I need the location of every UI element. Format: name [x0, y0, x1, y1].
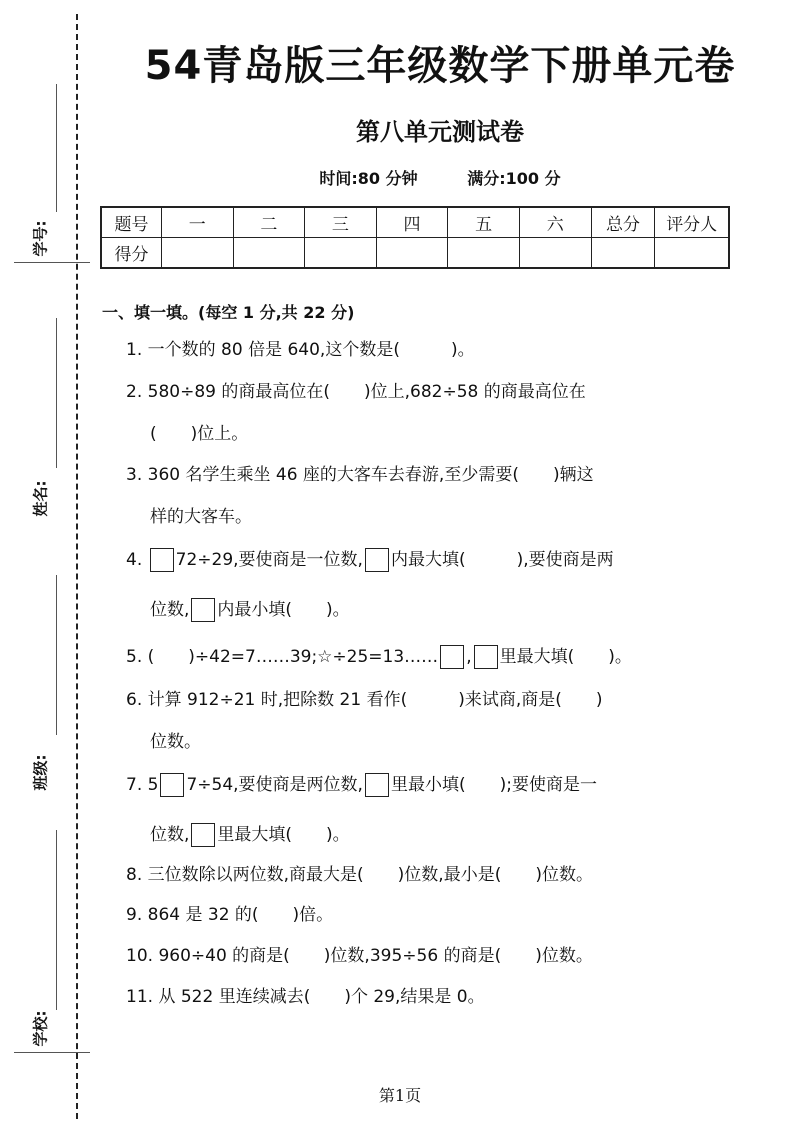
question-text: 9. 864 是 32 的( )倍。: [126, 905, 334, 925]
class-label: 班级:: [31, 754, 50, 791]
score-cell[interactable]: [448, 238, 520, 269]
score-cell[interactable]: [591, 238, 655, 269]
question-3: [126, 465, 736, 527]
main-title: 54青岛版三年级数学下册单元卷: [144, 43, 736, 89]
question-text: 位数,: [150, 825, 190, 845]
score-cell[interactable]: [655, 238, 729, 269]
score-table-score-row: [101, 238, 729, 269]
question-text: 7÷54,要使商是两位数,: [186, 775, 363, 795]
question-text-continued: ( )位上。: [150, 424, 249, 444]
question-1: [126, 340, 736, 360]
binding-strip: [0, 0, 90, 1130]
question-text: 里最大填( )。: [499, 647, 632, 667]
section-1-title: 一、填一填。(每空 1 分,共 22 分): [102, 303, 355, 322]
question-8: [126, 865, 736, 885]
divider-line: [14, 262, 90, 263]
question-text: 位数,: [150, 600, 190, 620]
score-cell[interactable]: [161, 238, 233, 269]
header-cell: 题号: [101, 207, 161, 238]
question-text: 3. 360 名学生乘坐 46 座的大客车去春游,至少需要( )辆这: [126, 465, 594, 485]
question-6: [126, 690, 736, 752]
question-text: 11. 从 522 里连续减去( )个 29,结果是 0。: [126, 987, 485, 1007]
exam-meta: [100, 166, 780, 189]
exam-full-score: 满分:100 分: [467, 169, 561, 188]
question-9: [126, 905, 736, 925]
score-row-label: 得分: [101, 238, 161, 269]
score-cell[interactable]: [233, 238, 305, 269]
question-text: 6. 计算 912÷21 时,把除数 21 看作( )来试商,商是( ): [126, 690, 603, 710]
question-7: [126, 773, 736, 847]
score-cell[interactable]: [519, 238, 591, 269]
header-cell: 二: [233, 207, 305, 238]
question-text: 4.: [126, 550, 148, 570]
school-label: 学校:: [31, 1010, 50, 1047]
divider-line: [14, 1052, 90, 1053]
header-cell: 六: [519, 207, 591, 238]
blank-box[interactable]: [150, 548, 174, 572]
blank-box[interactable]: [474, 645, 498, 669]
page-number: 第1页: [378, 1086, 422, 1105]
cut-dashed-line: [76, 14, 78, 1119]
question-text: 10. 960÷40 的商是( )位数,395÷56 的商是( )位数。: [126, 946, 593, 966]
blank-box[interactable]: [191, 823, 215, 847]
blank-box[interactable]: [365, 548, 389, 572]
question-4: [126, 548, 736, 622]
score-cell[interactable]: [376, 238, 448, 269]
blank-box[interactable]: [191, 598, 215, 622]
question-text: 72÷29,要使商是一位数,: [175, 550, 363, 570]
question-text: 2. 580÷89 的商最高位在( )位上,682÷58 的商最高位在: [126, 382, 586, 402]
question-text: 7. 5: [126, 775, 159, 795]
sub-title: 第八单元测试卷: [356, 118, 524, 146]
question-text-continued: 样的大客车。: [150, 507, 252, 527]
question-text: ,: [466, 647, 472, 667]
student-id-label: 学号:: [31, 220, 50, 257]
header-cell: 评分人: [655, 207, 729, 238]
question-text: 1. 一个数的 80 倍是 640,这个数是( )。: [126, 340, 475, 360]
school-line: [56, 830, 57, 1010]
question-text: 内最小填( )。: [217, 600, 350, 620]
score-table-header-row: [101, 207, 729, 238]
score-table: [100, 206, 730, 269]
question-text: 里最小填( );要使商是一: [390, 775, 597, 795]
class-line: [56, 575, 57, 735]
question-text: 内最大填( ),要使商是两: [390, 550, 614, 570]
question-11: [126, 987, 736, 1007]
question-text: 5. ( )÷42=7……39;☆÷25=13……: [126, 647, 439, 667]
score-cell[interactable]: [305, 238, 377, 269]
question-10: [126, 946, 736, 966]
name-label: 姓名:: [31, 480, 50, 517]
question-5: [126, 645, 736, 669]
name-line: [56, 318, 57, 468]
blank-box[interactable]: [160, 773, 184, 797]
blank-box[interactable]: [440, 645, 464, 669]
question-text-continued: 位数。: [150, 732, 201, 752]
question-text: 里最大填( )。: [217, 825, 350, 845]
header-cell: 五: [448, 207, 520, 238]
student-id-line: [56, 84, 57, 212]
blank-box[interactable]: [365, 773, 389, 797]
question-2: [126, 382, 736, 444]
header-cell: 三: [305, 207, 377, 238]
question-text: 8. 三位数除以两位数,商最大是( )位数,最小是( )位数。: [126, 865, 593, 885]
header-cell: 四: [376, 207, 448, 238]
header-cell: 一: [161, 207, 233, 238]
header-cell: 总分: [591, 207, 655, 238]
exam-time: 时间:80 分钟: [319, 169, 418, 188]
